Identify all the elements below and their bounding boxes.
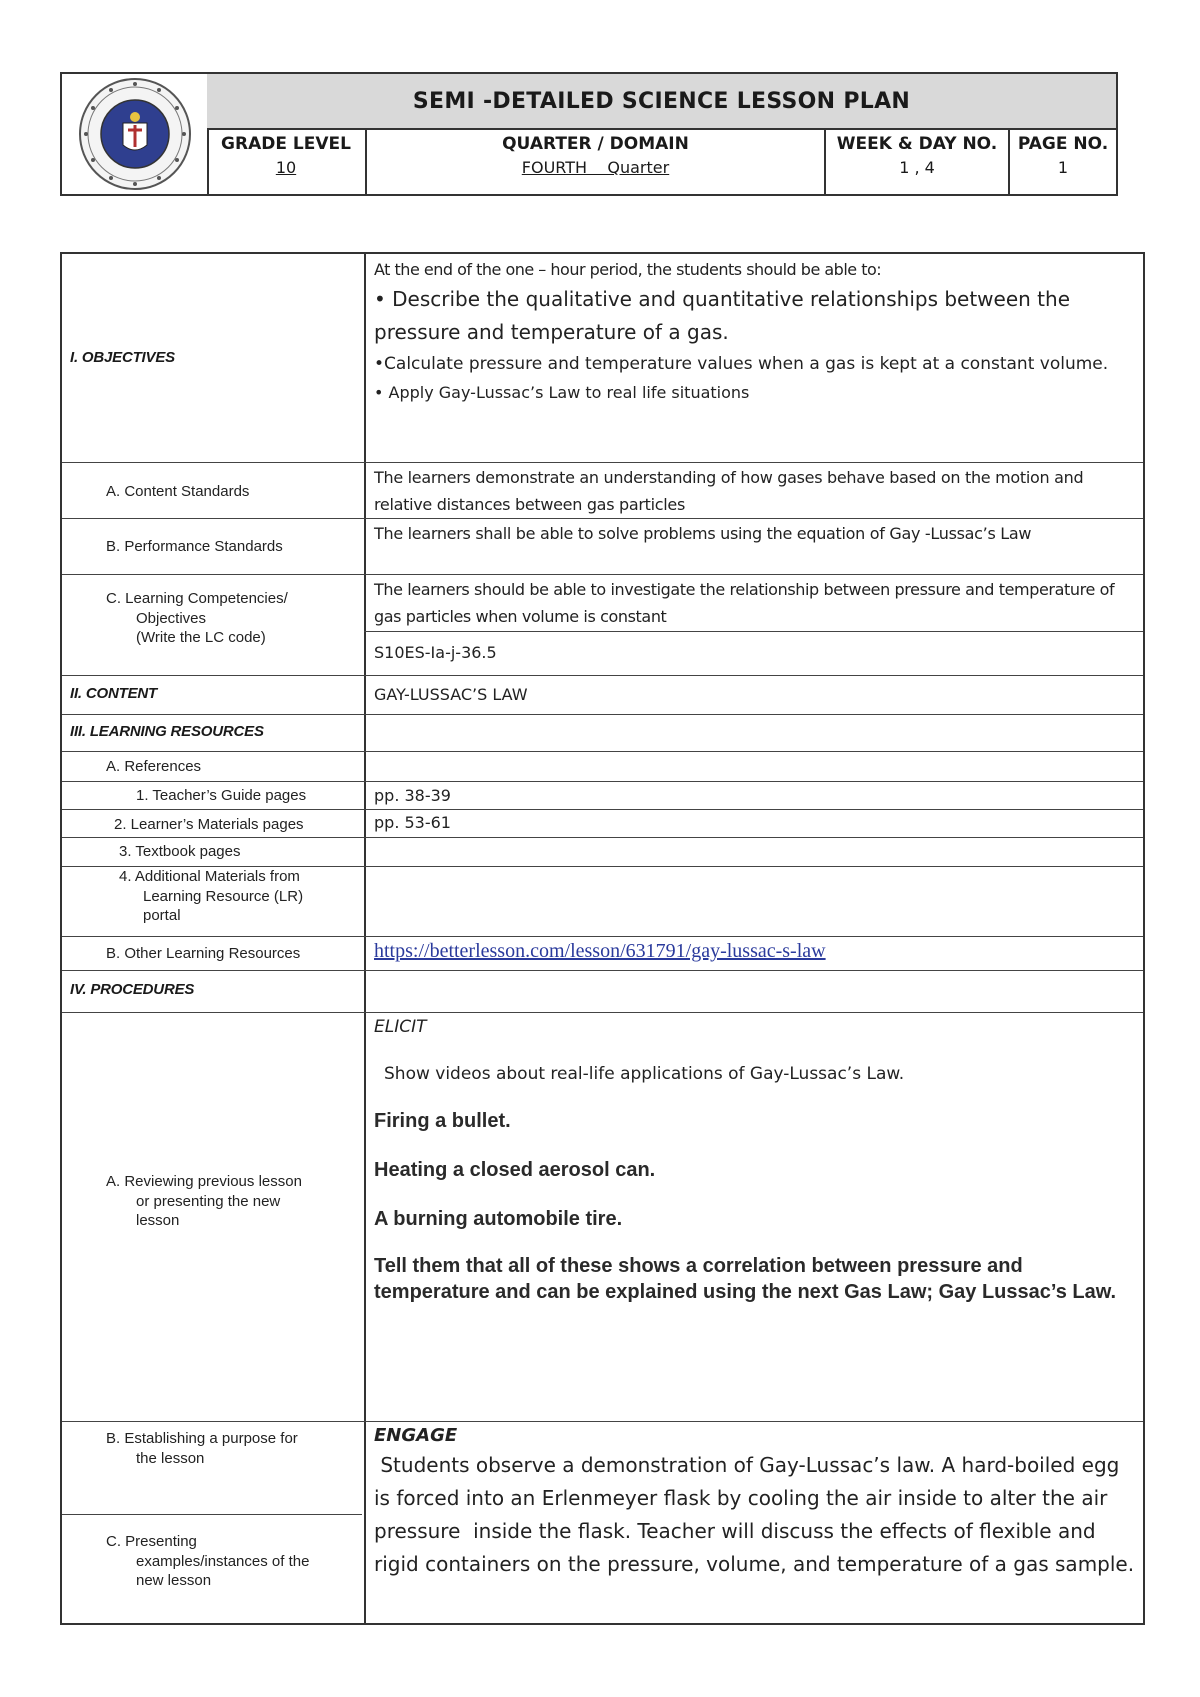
presenting-examples-label	[106, 1532, 361, 1591]
page-no-label: PAGE NO.	[1017, 134, 1109, 154]
references-label: A. References	[106, 758, 202, 775]
example-item: A burning automobile tire.	[374, 1208, 623, 1230]
content-value: GAY-LUSSAC’S LAW	[374, 685, 528, 704]
week-day-value: 1 , 4	[899, 158, 935, 177]
example-item: Heating a closed aerosol can.	[374, 1159, 656, 1181]
grade-level-value: 10	[275, 158, 297, 177]
elicit-heading: ELICIT	[374, 1017, 427, 1037]
objectives-intro: At the end of the one – hour period, the students should be able to:	[374, 260, 882, 279]
presenting-label-line: examples/instances of the	[136, 1552, 310, 1570]
other-resources-label: B. Other Learning Resources	[106, 945, 301, 962]
objective-item: • Describe the qualitative and quantitative relationships between the pressure and temperature of a gas.	[374, 287, 1071, 344]
quarter-cell	[367, 128, 826, 194]
content-standards-text: The learners demonstrate an understanding of how gases behave based on the motion and relative distances between gas particles	[374, 468, 1084, 514]
teachers-guide-label: 1. Teacher’s Guide pages	[136, 787, 307, 804]
page-no-cell	[1010, 128, 1116, 194]
quarter-label: QUARTER / DOMAIN	[502, 134, 689, 154]
reviewing-label-line: or presenting the new	[136, 1192, 281, 1210]
competencies-label-line: Objectives	[136, 609, 207, 627]
reviewing-label	[106, 1172, 361, 1231]
purpose-label-line: the lesson	[136, 1449, 205, 1467]
learners-materials-value: pp. 53-61	[374, 813, 451, 832]
engage-heading: ENGAGE	[374, 1425, 458, 1446]
additional-label-line: portal	[143, 907, 181, 924]
additional-materials-label	[119, 867, 359, 926]
purpose-label-line: B. Establishing a purpose for	[106, 1430, 298, 1447]
procedures-label: IV. PROCEDURES	[70, 981, 195, 998]
grade-level-cell	[207, 128, 367, 194]
objectives-content	[374, 256, 1139, 406]
objectives-label: I. OBJECTIVES	[70, 349, 175, 366]
lesson-plan-header	[60, 72, 1118, 196]
competencies-label-line: C. Learning Competencies/	[106, 590, 288, 607]
learning-competencies-label	[106, 589, 356, 648]
objective-item: • Apply Gay-Lussac’s Law to real life situations	[374, 383, 750, 402]
column-divider	[364, 254, 366, 1623]
elicit-intro: Show videos about real-life applications of Gay-Lussac’s Law.	[384, 1064, 905, 1084]
lc-code: S10ES-Ia-j-36.5	[374, 643, 497, 662]
week-day-cell	[826, 128, 1010, 194]
establishing-purpose-label	[106, 1429, 361, 1468]
reviewing-label-line: A. Reviewing previous lesson	[106, 1173, 302, 1190]
presenting-label-line: C. Presenting	[106, 1533, 197, 1550]
other-resources-link[interactable]: https://betterlesson.com/lesson/631791/gay-lussac-s-law	[374, 940, 826, 962]
performance-standards-label: B. Performance Standards	[106, 538, 283, 555]
deped-seal-cell	[62, 74, 209, 194]
elicit-section	[374, 1014, 1139, 1306]
week-day-label: WEEK & DAY NO.	[836, 134, 998, 154]
lesson-plan-table	[60, 252, 1145, 1625]
objective-item: •Calculate pressure and temperature values when a gas is kept at a constant volume.	[374, 354, 1109, 374]
competencies-label-line: (Write the LC code)	[136, 629, 266, 646]
grade-level-label: GRADE LEVEL	[221, 134, 351, 154]
additional-label-line: Learning Resource (LR)	[143, 887, 304, 905]
deped-seal-icon	[76, 75, 194, 193]
presenting-label-line: new lesson	[136, 1572, 212, 1589]
elicit-conclusion: Tell them that all of these shows a correlation between pressure and temperature and can be explained using the next Gas Law; Gay Lussac’s Law.	[374, 1255, 1117, 1304]
example-item: Firing a bullet.	[374, 1110, 511, 1132]
content-label: II. CONTENT	[70, 685, 157, 702]
learners-materials-label: 2. Learner’s Materials pages	[114, 816, 304, 833]
quarter-value: FOURTH Quarter	[521, 158, 670, 177]
engage-text: Students observe a demonstration of Gay-Lussac’s law. A hard-boiled egg is forced into an Erlenmeyer flask by cooling the air inside to alter the air pressure inside the flask. Teacher will discuss the effects of flexible and rigid containers on the pressure, volume, and temperature of a gas sample.	[374, 1453, 1135, 1576]
performance-standards-text: The learners shall be able to solve problems using the equation of Gay -Lussac’s Law	[374, 524, 1032, 543]
engage-section	[374, 1423, 1139, 1581]
document-title: SEMI -DETAILED SCIENCE LESSON PLAN	[207, 74, 1116, 130]
learning-competencies-text: The learners should be able to investigate the relationship between pressure and temperature of gas particles when volume is constant	[374, 580, 1115, 626]
learning-resources-label: III. LEARNING RESOURCES	[70, 723, 264, 740]
textbook-label: 3. Textbook pages	[119, 843, 241, 860]
content-standards-label: A. Content Standards	[106, 483, 250, 500]
reviewing-label-line: lesson	[136, 1212, 180, 1229]
teachers-guide-value: pp. 38-39	[374, 786, 451, 805]
additional-label-line: 4. Additional Materials from	[119, 868, 300, 885]
page-no-value: 1	[1057, 158, 1069, 177]
